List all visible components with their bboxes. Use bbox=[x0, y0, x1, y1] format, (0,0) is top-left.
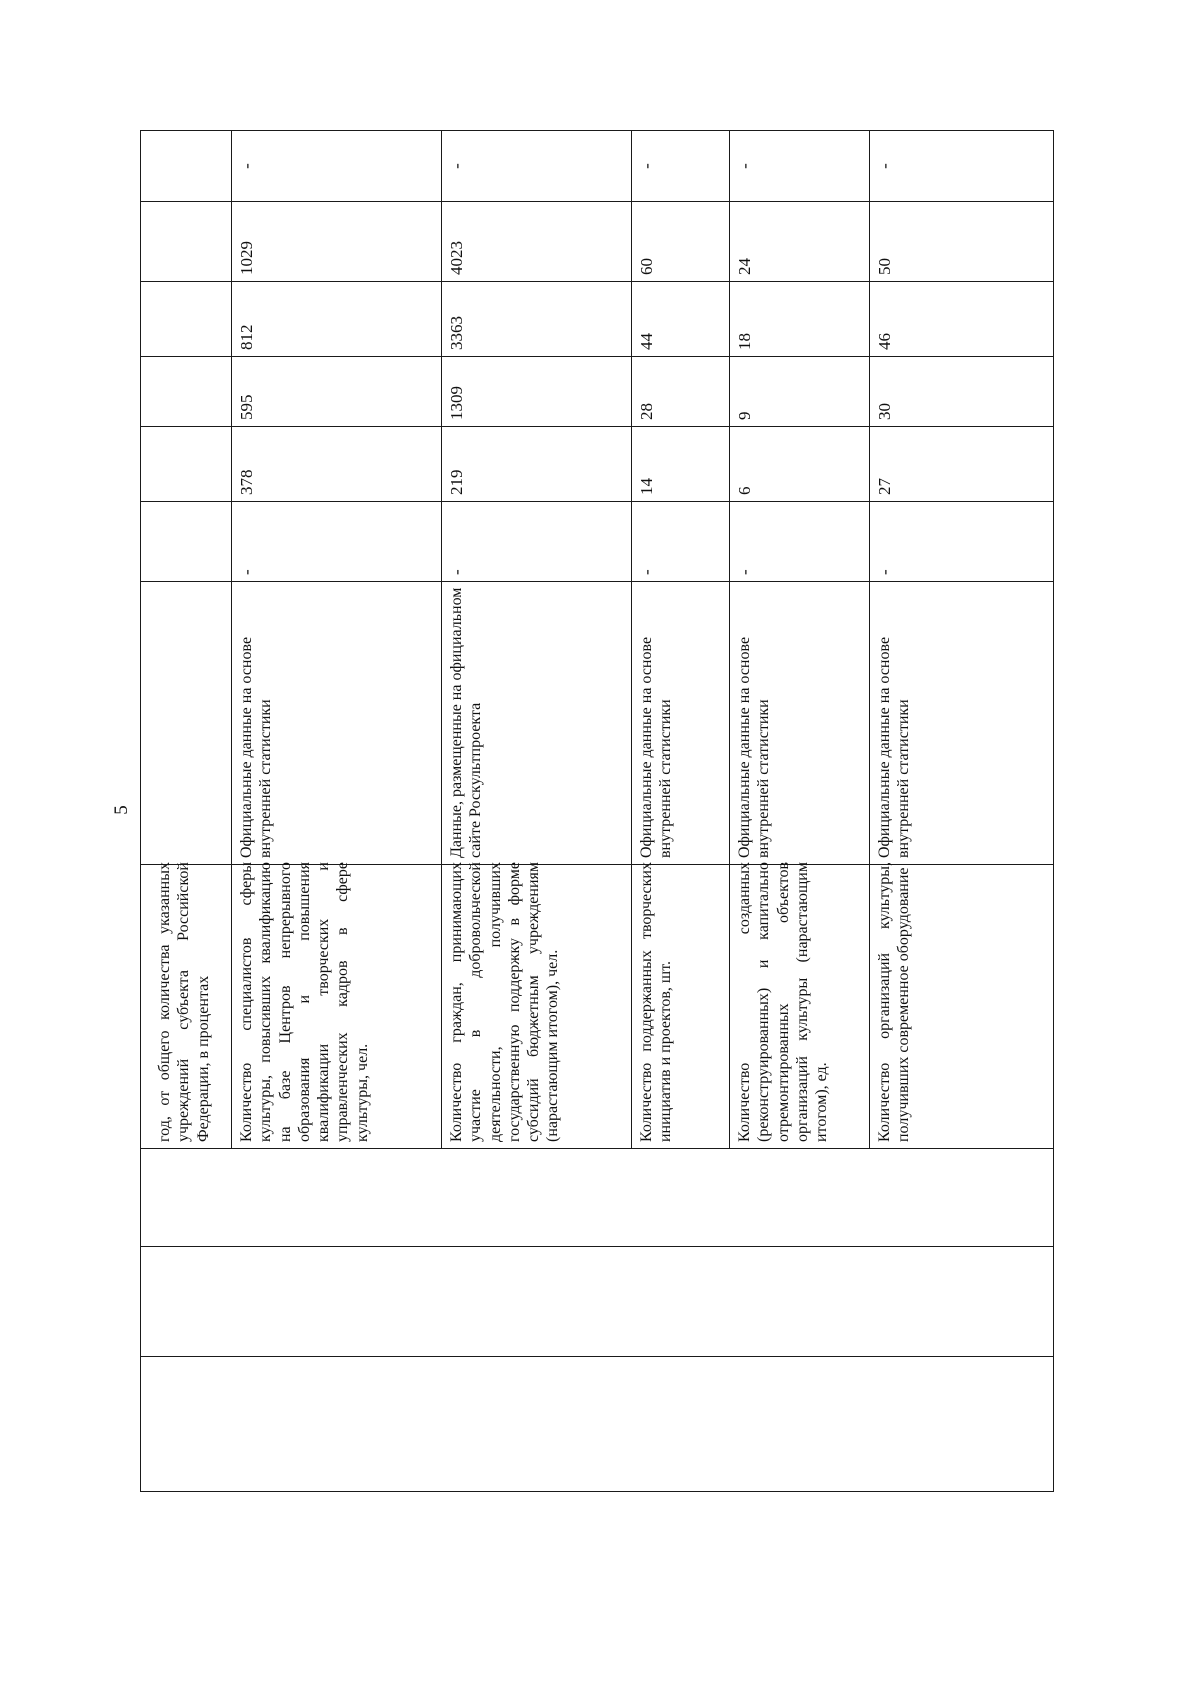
value-cell: 46 bbox=[875, 333, 894, 350]
indicator-cell: Количество созданных (реконструированных) и капитально отремонтированных объектов организаций культуры (нарастающим итогом), ед. bbox=[736, 862, 831, 1142]
rule bbox=[141, 1246, 1054, 1247]
value-cell: 60 bbox=[637, 258, 656, 275]
indicator-cell: год, от общего количества указанных учреждений субъекта Российской Федерации, в процентах bbox=[156, 862, 212, 1142]
indicator-cell: Количество организаций культуры, получивших современное оборудование bbox=[876, 862, 913, 1142]
indicator-cell: Количество граждан, принимающих участие в добровольческой деятельности, получивших государственную поддержку в форме субсидий бюджетным учреждениям (нарастающим итогом), чел. bbox=[448, 862, 562, 1142]
value-cell: 24 bbox=[735, 258, 754, 275]
value-cell: 50 bbox=[875, 258, 894, 275]
source-cell: Данные, размещенные на официальном сайте Роскультпроекта bbox=[448, 587, 485, 858]
value-cell: 18 bbox=[735, 333, 754, 350]
rule bbox=[441, 131, 442, 1148]
value-cell: 812 bbox=[237, 324, 256, 350]
value-cell: 219 bbox=[447, 469, 466, 495]
last-cell: - bbox=[237, 163, 256, 169]
source-cell: Официальные данные на основе внутренней статистики bbox=[638, 636, 675, 858]
value-cell: 1029 bbox=[237, 241, 256, 275]
rule bbox=[141, 356, 1054, 357]
base-marker: - bbox=[447, 569, 466, 575]
rule bbox=[141, 426, 1054, 427]
value-cell: 27 bbox=[875, 478, 894, 495]
rule bbox=[141, 1148, 1054, 1149]
value-cell: 14 bbox=[637, 478, 656, 495]
last-cell: - bbox=[447, 163, 466, 169]
value-cell: 6 bbox=[735, 486, 754, 495]
base-marker: - bbox=[735, 569, 754, 575]
rule bbox=[631, 131, 632, 1148]
value-cell: 1309 bbox=[447, 386, 466, 420]
indicator-cell: Количество поддержанных творческих инициатив и проектов, шт. bbox=[638, 862, 675, 1142]
rule bbox=[141, 501, 1054, 502]
rule bbox=[729, 131, 730, 1148]
last-cell: - bbox=[637, 163, 656, 169]
base-marker: - bbox=[237, 569, 256, 575]
value-cell: 30 bbox=[875, 403, 894, 420]
source-cell: Официальные данные на основе внутренней статистики bbox=[238, 636, 275, 858]
source-cell: Официальные данные на основе внутренней статистики bbox=[736, 636, 773, 858]
indicator-cell: Количество специалистов сферы культуры, повысивших квалификацию на базе Центров непрерывного образования и повышения квалификации творческих и управленческих кадров в сфере культуры, чел. bbox=[238, 862, 371, 1142]
value-cell: 9 bbox=[735, 411, 754, 420]
rule bbox=[869, 131, 870, 1148]
base-marker: - bbox=[637, 569, 656, 575]
last-cell: - bbox=[735, 163, 754, 169]
value-cell: 378 bbox=[237, 469, 256, 495]
base-marker: - bbox=[875, 569, 894, 575]
source-cell: Официальные данные на основе внутренней статистики bbox=[876, 636, 913, 858]
rule bbox=[141, 281, 1054, 282]
value-cell: 595 bbox=[237, 394, 256, 420]
rule bbox=[141, 1356, 1054, 1357]
document-table bbox=[140, 130, 1054, 1492]
rule bbox=[141, 581, 1054, 582]
last-cell: - bbox=[875, 163, 894, 169]
value-cell: 28 bbox=[637, 403, 656, 420]
value-cell: 44 bbox=[637, 333, 656, 350]
rule bbox=[231, 131, 232, 1148]
rule bbox=[141, 201, 1054, 202]
value-cell: 3363 bbox=[447, 316, 466, 350]
value-cell: 4023 bbox=[447, 241, 466, 275]
page-number: 5 bbox=[111, 805, 132, 815]
